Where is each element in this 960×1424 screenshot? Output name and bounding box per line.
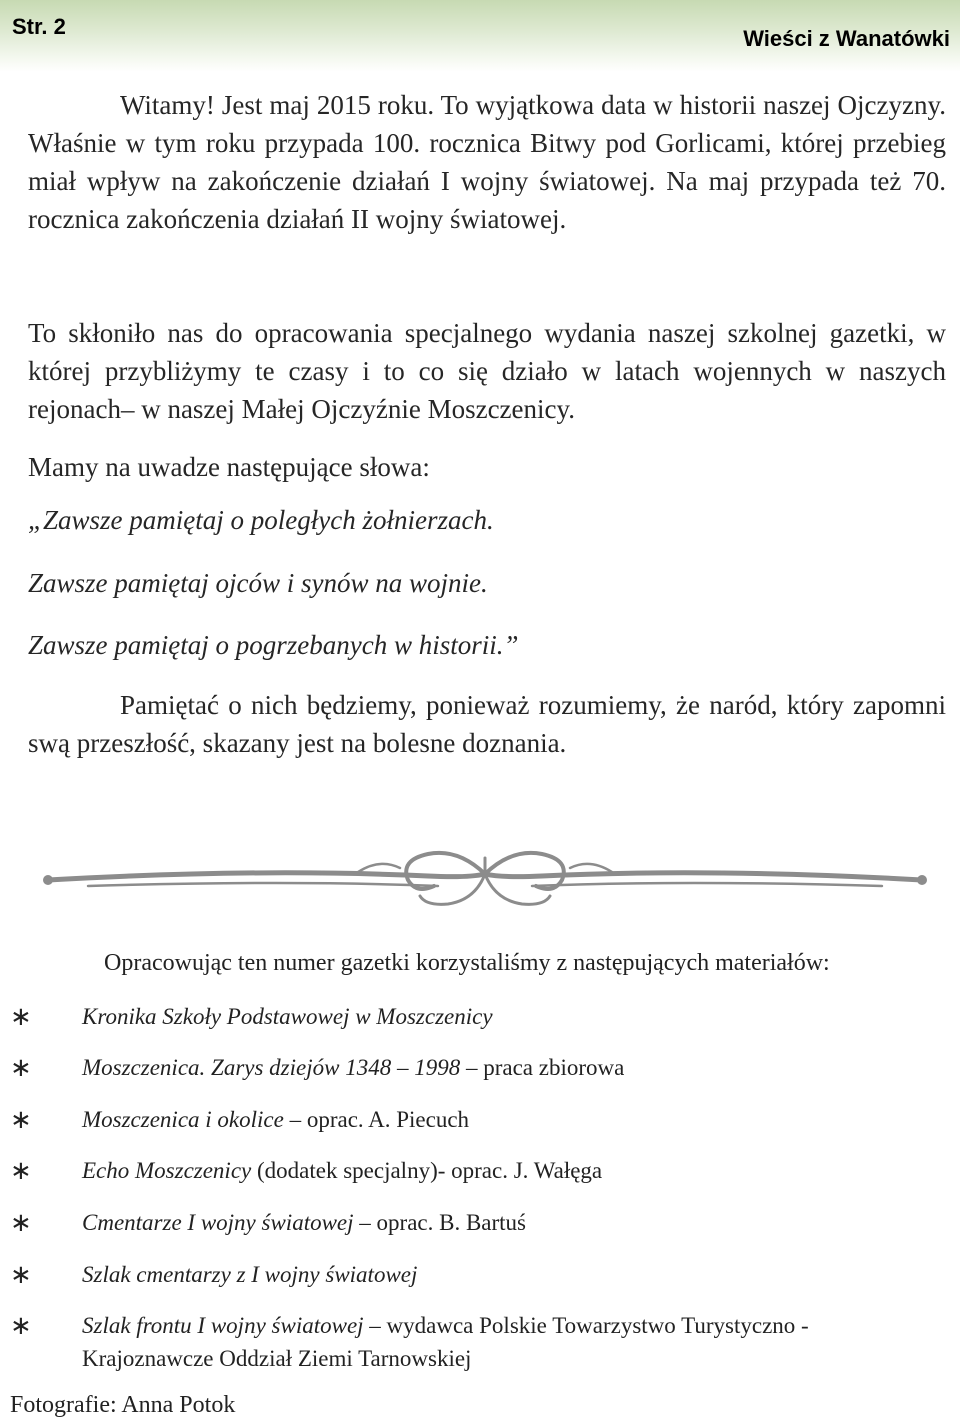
list-item xyxy=(82,1309,912,1375)
list-item xyxy=(82,1051,912,1084)
source-note: (dodatek specjalny)- oprac. J. Wałęga xyxy=(251,1158,603,1183)
list-item xyxy=(82,1154,912,1187)
source-title: Moszczenica i okolice – xyxy=(82,1107,302,1132)
list-bullet: ∗ xyxy=(10,1156,32,1185)
intro-paragraph-4: Pamiętać o nich będziemy, ponieważ rozumiemy, że naród, który zapomni swą przeszłość, skazany jest na bolesne doznania. xyxy=(28,690,946,758)
list-item xyxy=(82,1000,912,1033)
source-note: oprac. A. Piecuch xyxy=(301,1107,470,1132)
list-item xyxy=(82,1258,912,1291)
source-title: Szlak cmentarzy z I wojny światowej xyxy=(82,1262,418,1287)
photos-credit: Fotografie: Anna Potok xyxy=(10,1392,236,1418)
list-bullet: ∗ xyxy=(10,1260,32,1289)
source-title: Echo Moszczenicy xyxy=(82,1158,252,1183)
quote-line-3: Zawsze pamiętaj o pogrzebanych w historii.” xyxy=(28,630,519,660)
list-bullet: ∗ xyxy=(10,1002,32,1031)
list-bullet: ∗ xyxy=(10,1105,32,1134)
list-bullet: ∗ xyxy=(10,1053,32,1082)
quote-line-1: „Zawsze pamiętaj o poległych żołnierzach. xyxy=(28,505,494,535)
newspaper-title: Wieści z Wanatówki xyxy=(743,26,950,51)
sources-title: Opracowując ten numer gazetki korzystaliśmy z następujących materiałów: xyxy=(104,950,830,976)
source-title: Moszczenica. Zarys dziejów 1348 – 1998 – xyxy=(82,1055,478,1080)
ornament-divider xyxy=(28,828,942,920)
source-title: Szlak frontu I wojny światowej – xyxy=(82,1313,381,1338)
list-item xyxy=(82,1206,912,1239)
intro-paragraph-3: Mamy na uwadze następujące słowa: xyxy=(28,452,430,482)
source-note: oprac. B. Bartuś xyxy=(370,1210,526,1235)
intro-paragraph-2: To skłoniło nas do opracowania specjalnego wydania naszej szkolnej gazetki, w której przybliżymy te czasy i to co się działo w latach wojennych w naszych rejonach– w naszej Małej Ojczyźnie Moszczenicy. xyxy=(28,318,946,424)
page-header xyxy=(0,0,960,72)
page-number: Str. 2 xyxy=(12,14,66,39)
list-bullet: ∗ xyxy=(10,1208,32,1237)
source-title: Cmentarze I wojny światowej – xyxy=(82,1210,371,1235)
source-note: praca zbiorowa xyxy=(477,1055,625,1080)
source-title: Kronika Szkoły Podstawowej w Moszczenicy xyxy=(82,1004,493,1029)
list-item xyxy=(82,1103,912,1136)
source-note: wydawca Polskie Towarzystwo Turystyczno - Krajoznawcze Oddział Ziemi Tarnowskiej xyxy=(82,1313,809,1371)
list-bullet: ∗ xyxy=(10,1311,32,1340)
intro-paragraph-1: Witamy! Jest maj 2015 roku. To wyjątkowa data w historii naszej Ojczyzny. Właśnie w tym roku przypada 100. rocznica Bitwy pod Gorlicami, której przebieg miał wpływ na zakończenie działań I wojny światowej. Na maj przypada też 70. rocznica zakończenia działań II wojny światowej. xyxy=(28,90,946,234)
quote-line-2: Zawsze pamiętaj ojców i synów na wojnie. xyxy=(28,568,488,598)
